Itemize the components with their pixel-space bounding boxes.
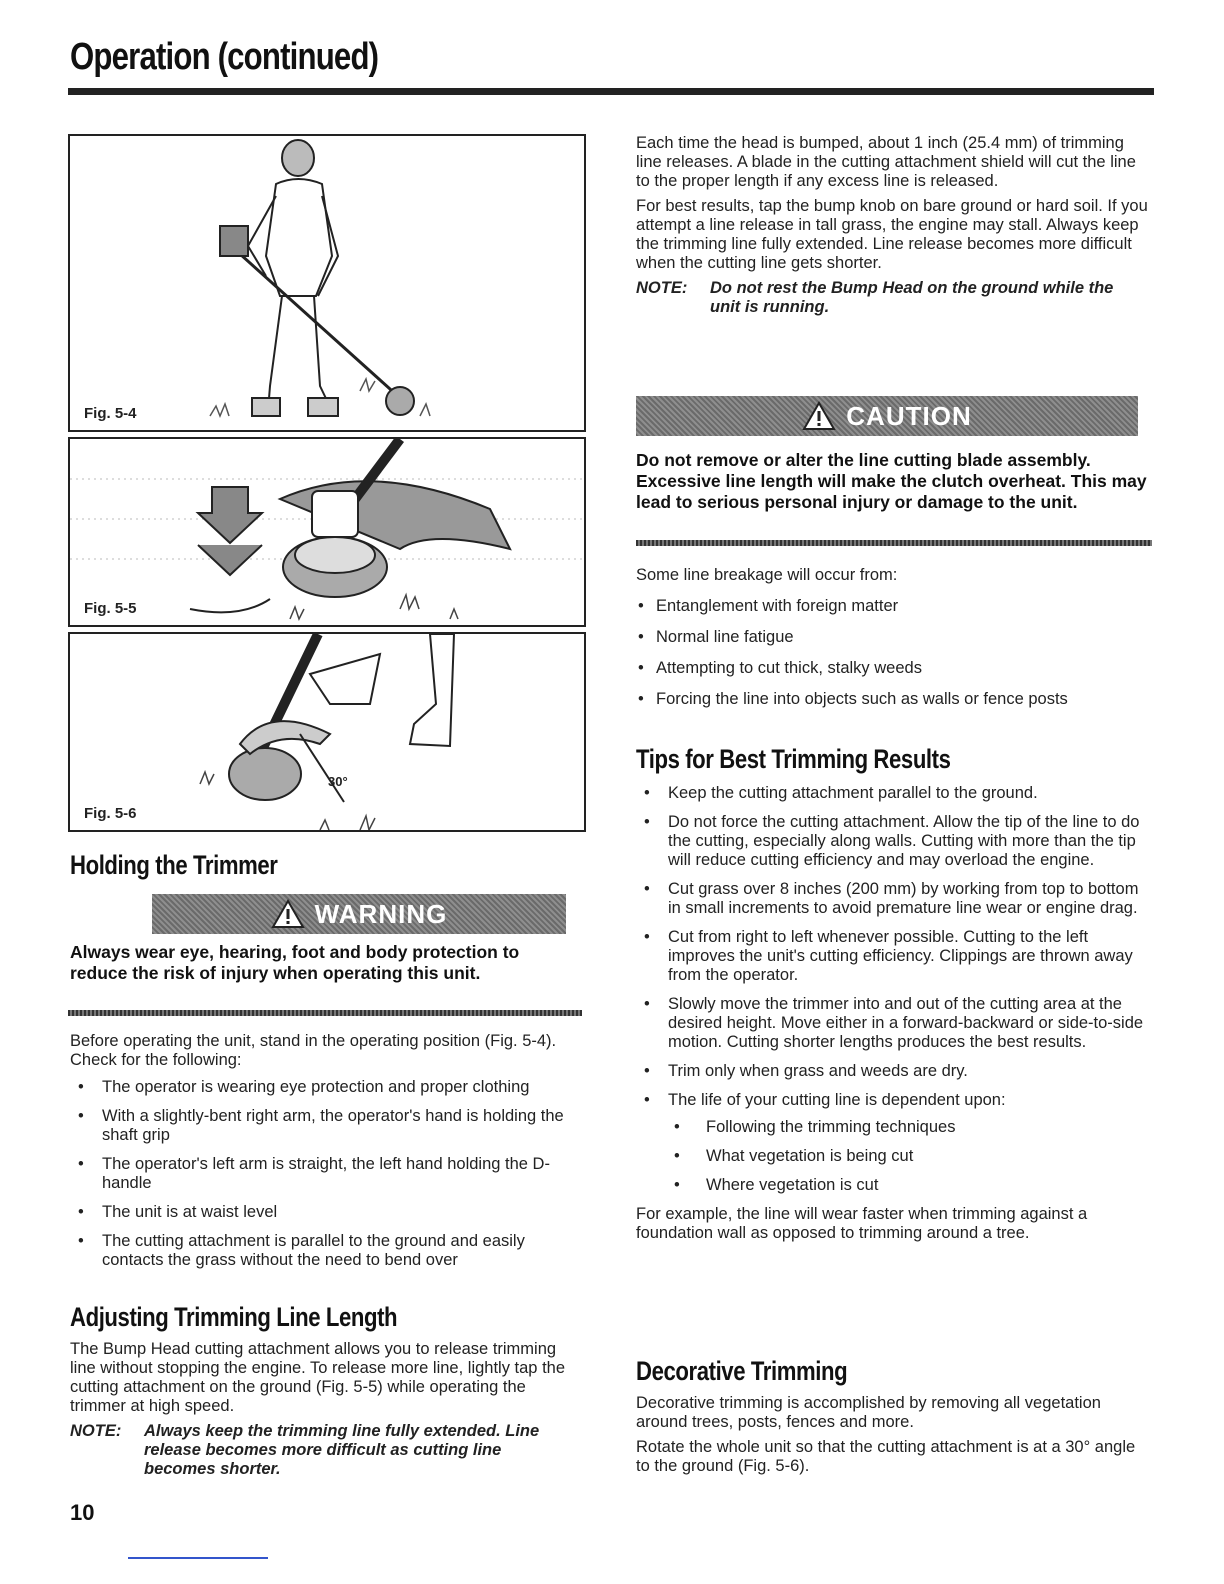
breakage-section: [636, 566, 1152, 721]
holding-intro: Before operating the unit, stand in the operating position (Fig. 5-4). Check for the following:: [70, 1032, 557, 1069]
figure-5-5: [68, 437, 586, 627]
list-item: • Following the trimming techniques: [668, 1118, 1152, 1137]
caution-text: Do not remove or alter the line cutting blade assembly. Excessive line length will make the clutch overheat. This may lead to serious personal injury or damage to the unit.: [636, 450, 1147, 512]
adjusting-heading: Adjusting Trimming Line Length: [70, 1302, 398, 1332]
adjusting-note: [70, 1422, 586, 1479]
chevron-down-icon: [198, 545, 262, 575]
list-item: • Attempting to cut thick, stalky weeds: [636, 659, 1152, 678]
list-item: • With a slightly-bent right arm, the operator's hand is holding the shaft grip: [70, 1107, 590, 1145]
list-item: • Entanglement with foreign matter: [636, 597, 1152, 616]
list-item: • The cutting attachment is parallel to the ground and easily contacts the grass without the need to bend over: [70, 1232, 590, 1270]
list-item: • Forcing the line into objects such as walls or fence posts: [636, 690, 1152, 709]
figure-label: Fig. 5-4: [84, 405, 137, 422]
caution-label: CAUTION: [846, 400, 972, 431]
rotate-paragraph: Rotate the whole unit so that the cutting attachment is at a 30° angle to the ground (Fig. 5-6).: [636, 1438, 1136, 1475]
decorative-trim-illustration: [70, 634, 584, 830]
decorative-section: [636, 1394, 1152, 1482]
note-label: NOTE:: [70, 1422, 122, 1440]
breakage-intro: Some line breakage will occur from:: [636, 566, 898, 584]
note-text: Do not rest the Bump Head on the ground while the unit is running.: [710, 279, 1114, 316]
adjusting-body: The Bump Head cutting attachment allows you to release trimming line without stopping the engine. To release more line, lightly tap the cutting attachment on the ground (Fig. 5-5) while operating the trimmer at high speed.: [70, 1340, 566, 1415]
caution-rule: [636, 540, 1152, 546]
page-title: Operation (continued): [70, 36, 379, 78]
figure-label: Fig. 5-6: [84, 805, 137, 822]
list-item: • Do not force the cutting attachment. Allow the tip of the line to do the cutting, especially along walls. Cutting with more than the tip will reduce cutting efficiency and may overload the engine.: [636, 813, 1152, 870]
angle-label: 30°: [328, 774, 348, 789]
warning-text: Always wear eye, hearing, foot and body protection to reduce the risk of injury when operating this unit.: [70, 942, 520, 983]
best-results-paragraph: For best results, tap the bump knob on bare ground or hard soil. If you attempt a line release in tall grass, the engine may stall. Always keep the trimming line fully extended. Line release becomes more difficult when the cutting line gets shorter.: [636, 197, 1148, 272]
arrow-down-icon: [198, 487, 262, 543]
footer-line: [128, 1557, 268, 1559]
line-life-list: [668, 1118, 1152, 1195]
page-number: 10: [70, 1500, 95, 1525]
list-item: [636, 1091, 1152, 1195]
title-rule: [68, 88, 1154, 95]
list-item: • Cut grass over 8 inches (200 mm) by working from top to bottom in small increments to avoid premature line wear or engine drag.: [636, 880, 1152, 918]
warning-triangle-icon: [271, 899, 305, 929]
list-item: • Slowly move the trimmer into and out of the cutting area at the desired height. Move either in a forward-backward or side-to-side motion. Cutting shorter lengths produces the best results.: [636, 995, 1152, 1052]
decorative-paragraph: Decorative trimming is accomplished by removing all vegetation around trees, posts, fences and more.: [636, 1394, 1101, 1431]
tips-list: [636, 784, 1152, 1195]
decorative-heading: Decorative Trimming: [636, 1356, 848, 1386]
list-item: • The operator's left arm is straight, the left hand holding the D-handle: [70, 1155, 590, 1193]
caution-banner: [636, 396, 1138, 436]
list-item: • The operator is wearing eye protection and proper clothing: [70, 1078, 590, 1097]
bump-head-illustration: [70, 439, 584, 625]
note-label: NOTE:: [636, 279, 688, 297]
tips-section: [636, 784, 1152, 1249]
tips-heading: Tips for Best Trimming Results: [636, 744, 951, 774]
caution-triangle-icon: [802, 401, 836, 431]
warning-banner: [152, 894, 566, 934]
line-release-section: [636, 134, 1152, 317]
list-item: • Where vegetation is cut: [668, 1176, 1152, 1195]
warning-rule: [68, 1010, 582, 1016]
list-item: • Cut from right to left whenever possible. Cutting to the left improves the unit's cutting efficiency. Clippings are thrown away from the operator.: [636, 928, 1152, 985]
list-item: • The unit is at waist level: [70, 1203, 590, 1222]
breakage-list: [636, 597, 1152, 709]
figure-5-4: [68, 134, 586, 432]
list-item: • Keep the cutting attachment parallel to the ground.: [636, 784, 1152, 803]
figure-label: Fig. 5-5: [84, 600, 137, 617]
warning-label: WARNING: [314, 898, 448, 929]
adjusting-section: [70, 1340, 586, 1479]
bump-head-note: [636, 279, 1152, 317]
list-item: • What vegetation is being cut: [668, 1147, 1152, 1166]
release-paragraph: Each time the head is bumped, about 1 inch (25.4 mm) of trimming line releases. A blade in the cutting attachment shield will cut the line to the proper length if any excess line is released.: [636, 134, 1136, 190]
note-text: Always keep the trimming line fully extended. Line release becomes more difficult as cutting line becomes shorter.: [144, 1422, 540, 1478]
holding-checklist: [70, 1078, 590, 1270]
list-item-text: The life of your cutting line is dependent upon:: [668, 1091, 1006, 1109]
list-item: • Normal line fatigue: [636, 628, 1152, 647]
figure-5-6: [68, 632, 586, 832]
tips-closing: For example, the line will wear faster when trimming against a foundation wall as opposed to trimming around a tree.: [636, 1205, 1088, 1242]
list-item: • Trim only when grass and weeds are dry.: [636, 1062, 1152, 1081]
holding-heading: Holding the Trimmer: [70, 850, 278, 880]
holding-section: [70, 1032, 590, 1280]
operator-illustration: [70, 136, 584, 430]
